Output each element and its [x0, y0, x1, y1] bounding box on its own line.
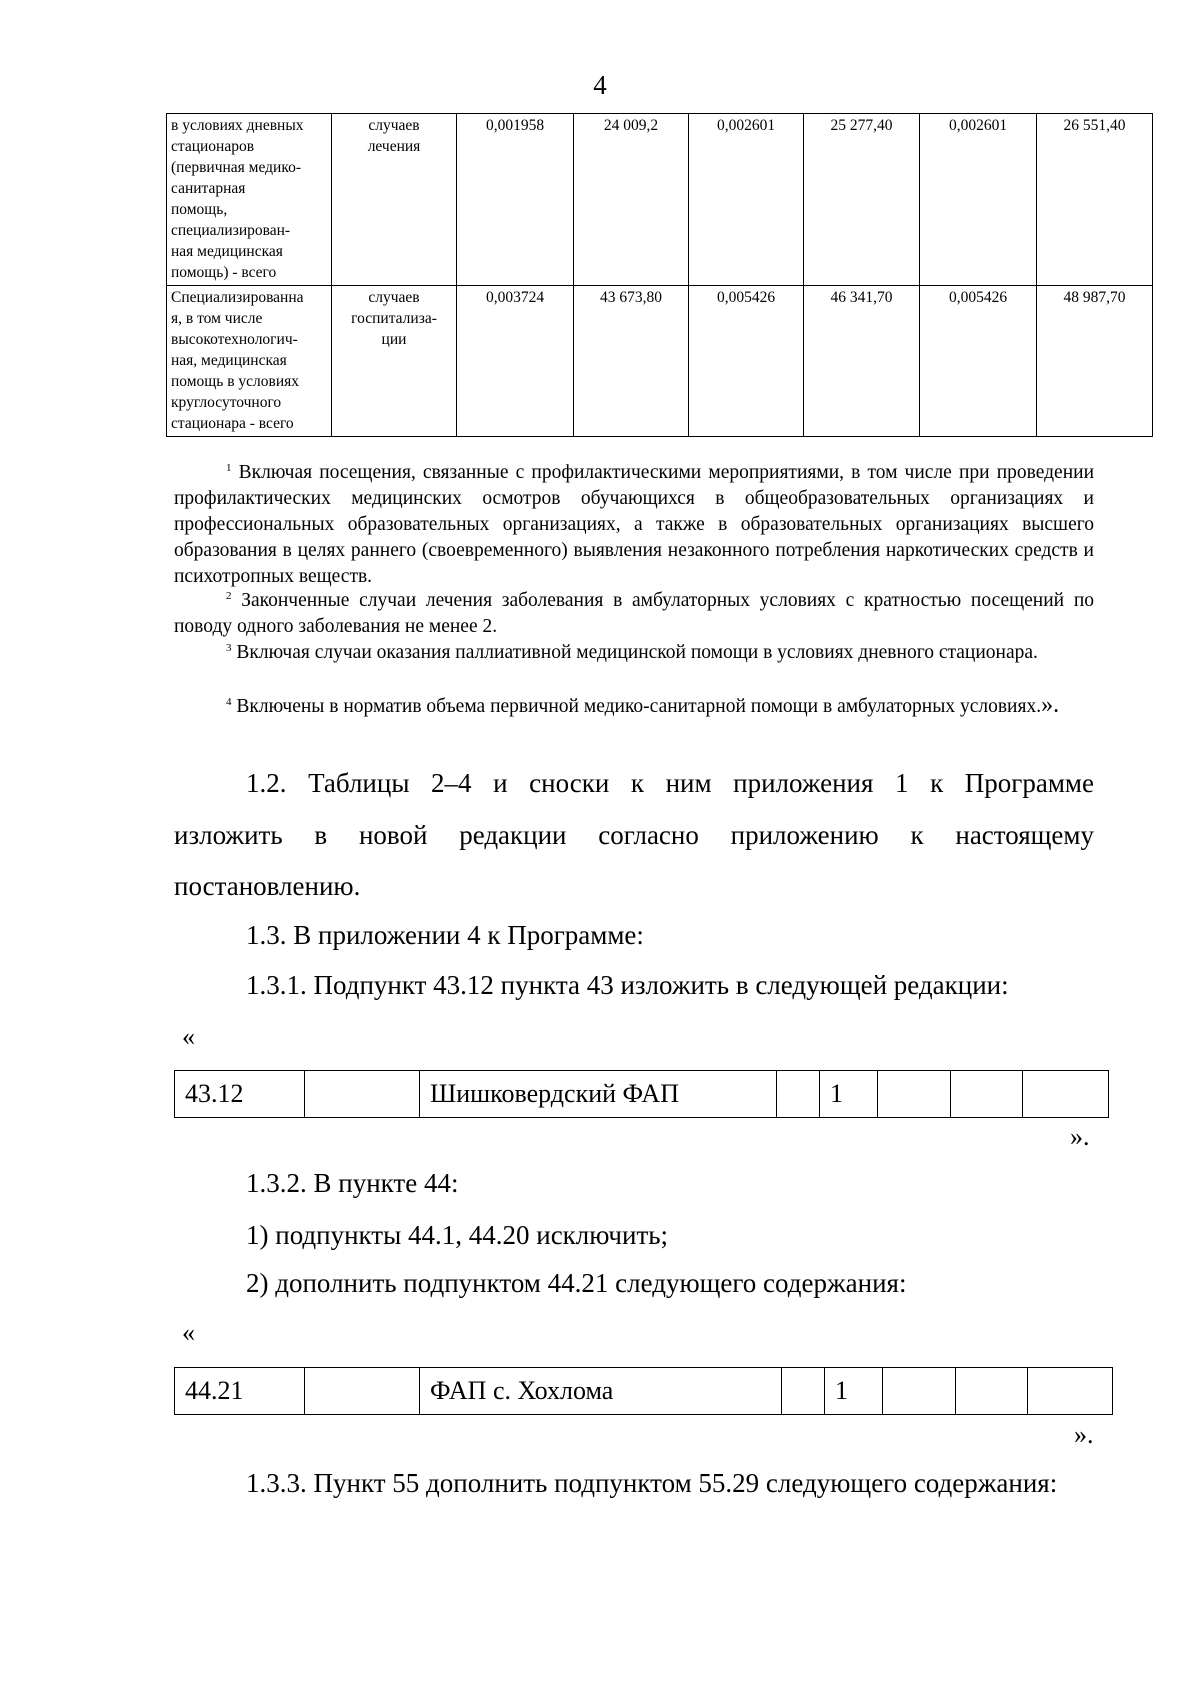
table-row	[167, 286, 1153, 437]
footnote-mark: 3	[226, 642, 232, 654]
table-43-12	[174, 1070, 1109, 1118]
empty-cell	[1028, 1368, 1113, 1415]
count-cell: 1	[825, 1368, 883, 1415]
paragraph-1-3-2-item-1: 1) подпункты 44.1, 44.20 исключить;	[246, 1220, 669, 1250]
empty-cell	[883, 1368, 956, 1415]
name-cell: Шишковердский ФАП	[420, 1071, 777, 1118]
footnote-4	[174, 692, 1094, 720]
table-cell: 25 277,40	[804, 114, 920, 286]
table-row	[175, 1368, 1113, 1415]
table-cell: 0,002601	[920, 114, 1037, 286]
table-row	[175, 1071, 1109, 1118]
paragraph-1-2-line-2: изложить в новой редакции согласно приложению к настоящему	[174, 820, 1094, 850]
row-unit: случаев лечения	[332, 114, 457, 286]
paragraph-1-3: 1.3. В приложении 4 к Программе:	[246, 920, 644, 950]
paragraph-1-3-1: 1.3.1. Подпункт 43.12 пункта 43 изложить в следующей редакции:	[246, 970, 1009, 1000]
code-cell: 43.12	[175, 1071, 305, 1118]
table-cell: 0,001958	[457, 114, 574, 286]
closing-quote: ».	[1074, 1420, 1094, 1449]
empty-cell	[777, 1071, 820, 1118]
paragraph-1-3-2: 1.3.2. В пункте 44:	[246, 1168, 459, 1198]
empty-cell	[782, 1368, 825, 1415]
footnote-mark: 2	[226, 590, 232, 602]
code-cell: 44.21	[175, 1368, 305, 1415]
closing-quote: ».	[1070, 1122, 1090, 1151]
row-unit: случаев госпитализа- ции	[332, 286, 457, 437]
paragraph-1-3-2-item-2: 2) дополнить подпунктом 44.21 следующего содержания:	[246, 1268, 907, 1298]
empty-cell	[305, 1368, 420, 1415]
opening-quote: «	[182, 1318, 195, 1347]
table-cell: 43 673,80	[574, 286, 689, 437]
footnote-2	[174, 588, 1094, 640]
table-row	[167, 114, 1153, 286]
footnote-mark: 4	[226, 696, 232, 708]
empty-cell	[878, 1071, 951, 1118]
footnote-mark: 1	[226, 462, 232, 474]
footnote-text: Включая случаи оказания паллиативной медицинской помощи в условиях дневного стационара.	[236, 642, 1038, 663]
main-table	[166, 113, 1153, 437]
empty-cell	[956, 1368, 1028, 1415]
paragraph-1-2-line-3: постановлению.	[174, 871, 361, 901]
paragraph-1-2-line-1: 1.2. Таблицы 2–4 и сноски к ним приложения 1 к Программе	[246, 768, 1094, 798]
opening-quote: «	[182, 1022, 195, 1051]
table-44-21	[174, 1367, 1113, 1415]
footnote-text: Включая посещения, связанные с профилактическими мероприятиями, в том числе при проведении профилактических медицинских осмотров обучающихся в общеобразовательных организациях и профессиональных образовательных организациях, а также в образовательных организациях высшего образования в целях раннего (своевременного) выявления незаконного потребления наркотических средств и психотропных веществ.	[174, 462, 1094, 587]
paragraph-1-3-3: 1.3.3. Пункт 55 дополнить подпунктом 55.29 следующего содержания:	[246, 1468, 1058, 1498]
table-cell: 0,005426	[689, 286, 804, 437]
empty-cell	[1023, 1071, 1109, 1118]
count-cell: 1	[820, 1071, 878, 1118]
empty-cell	[305, 1071, 420, 1118]
table-cell: 0,003724	[457, 286, 574, 437]
footnote-1	[174, 460, 1094, 590]
table-cell: 46 341,70	[804, 286, 920, 437]
table-cell: 0,005426	[920, 286, 1037, 437]
footnote-text: Включены в норматив объема первичной медико-санитарной помощи в амбулаторных условиях.	[236, 696, 1042, 717]
footnote-text: Законченные случаи лечения заболевания в амбулаторных условиях с кратностью посещений по поводу одного заболевания не менее 2.	[174, 590, 1094, 637]
closing-quote: ».	[1041, 692, 1060, 718]
table-cell: 26 551,40	[1037, 114, 1153, 286]
row-label: в условиях дневных стационаров (первичная медико- санитарная помощь, специализирован- ная медицинская помощь) - всего	[167, 114, 332, 286]
table-cell: 0,002601	[689, 114, 804, 286]
table-cell: 24 009,2	[574, 114, 689, 286]
footnote-3	[174, 640, 1094, 666]
page-number: 4	[593, 70, 607, 100]
table-cell: 48 987,70	[1037, 286, 1153, 437]
name-cell: ФАП с. Хохлома	[420, 1368, 782, 1415]
empty-cell	[951, 1071, 1023, 1118]
row-label: Специализированна я, в том числе высокотехнологич- ная, медицинская помощь в условиях круглосуточного стационара - всего	[167, 286, 332, 437]
